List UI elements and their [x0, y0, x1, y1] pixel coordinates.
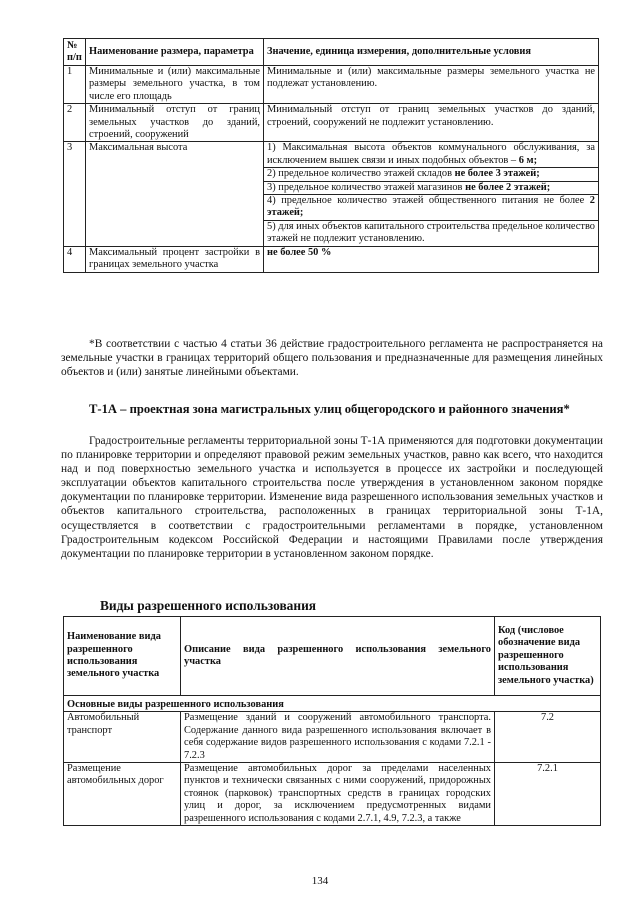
- use-name: Автомобильный транспорт: [64, 712, 181, 763]
- page-number: 134: [311, 875, 329, 887]
- row-number: 3: [64, 142, 86, 246]
- table-row: [64, 763, 601, 826]
- use-description: Размещение зданий и сооружений автомобильного транспорта. Содержание данного вида разрешенного использования включает в себя содержание видов разрешенного использования с кодами 7.2.1 - 7.2.3: [181, 712, 495, 763]
- row-number: 1: [64, 66, 86, 104]
- height-item: 5) для иных объектов капитального строительства предельное количество этажей не подлежит установлению.: [267, 220, 595, 245]
- uses-heading: Виды разрешенного использования: [100, 598, 317, 613]
- header-use-name: Наименование вида разрешенного использования земельного участка: [64, 617, 181, 696]
- row-parameter: Минимальные и (или) максимальные размеры земельного участка, в том числе его площадь: [86, 66, 264, 104]
- row-parameter: Максимальный процент застройки в границах земельного участка: [86, 246, 264, 272]
- row-value: [264, 142, 599, 246]
- row-value: Минимальные и (или) максимальные размеры земельного участка не подлежат установлению.: [264, 66, 599, 104]
- table-row: [64, 142, 599, 246]
- table-row: [64, 66, 599, 104]
- height-item: 2) предельное количество этажей складов не более 3 этажей;: [264, 168, 598, 181]
- row-value: Минимальный отступ от границ земельных участков до зданий, строений, сооружений не подлежит установлению.: [264, 104, 599, 142]
- header-number: № п/п: [64, 39, 86, 66]
- height-item: 4) предельное количество этажей общественного питания не более 2 этажей;: [264, 195, 598, 221]
- height-item: 3) предельное количество этажей магазинов не более 2 этажей;: [264, 182, 598, 195]
- row-number: 4: [64, 246, 86, 272]
- header-value: Значение, единица измерения, дополнительные условия: [264, 39, 599, 66]
- footnote-paragraph: *В соответствии с частью 4 статьи 36 действие градостроительного регламента не распространяется на земельные участки в границах территорий общего пользования и предназначенные для размещения линейных объектов и (или) занятые линейными объектами.: [61, 338, 603, 379]
- table-row: [64, 712, 601, 763]
- header-parameter: Наименование размера, параметра: [86, 39, 264, 66]
- section-title: Основные виды разрешенного использования: [64, 696, 601, 712]
- height-item: 1) Максимальная высота объектов коммунального обслуживания, за исключением вышек связи и иных подобных объектов – 6 м;: [264, 142, 598, 168]
- table-row: [64, 104, 599, 142]
- use-name: Размещение автомобильных дорог: [64, 763, 181, 826]
- table-header-row: [64, 39, 599, 66]
- table-row: [64, 246, 599, 272]
- row-parameter: Максимальная высота: [86, 142, 264, 246]
- header-use-description: Описание вида разрешенного использования земельного участка: [181, 617, 495, 696]
- header-use-code: Код (числовое обозначение вида разрешенного использования земельного участка): [495, 617, 601, 696]
- row-parameter: Минимальный отступ от границ земельных участков до зданий, строений, сооружений: [86, 104, 264, 142]
- use-description: Размещение автомобильных дорог за пределами населенных пунктов и технически связанных с ними сооружений, придорожных стоянок (парковок) транспортных средств в границах городских улиц и дорог, за исключением предусмотренных видами разрешенного использования с кодами 2.7.1, 4.9, 7.2.3, а также: [181, 763, 495, 826]
- section-row: [64, 696, 601, 712]
- row-value: не более 50 %: [264, 246, 599, 272]
- zone-description: Градостроительные регламенты территориальной зоны Т-1А применяются для подготовки документации по планировке территории и определяют правовой режим земельных участков, равно как всего, что находится над и под поверхностью земельного участка и используется в процессе их застройки и последующей эксплуатации объектов капитального строительства после утверждения в установленном законом порядке документации по планировке территории. Изменение вида разрешенного использования земельных участков и объектов капитального строительства, расположенных в границах территориальной зоны Т-1А, осуществляется в соответствии с градостроительными регламентами в порядке, установленном Градостроительным кодексом Российской Федерации и настоящими Правилами после утверждения документации по планировке территории в установленном законом порядке.: [61, 435, 603, 560]
- use-code: 7.2.1: [495, 763, 601, 826]
- parameters-table: [63, 38, 599, 273]
- permitted-uses-table: [63, 616, 601, 826]
- use-code: 7.2: [495, 712, 601, 763]
- zone-heading: Т-1А – проектная зона магистральных улиц общегородского и районного значения*: [89, 402, 570, 416]
- row-number: 2: [64, 104, 86, 142]
- table-header-row: [64, 617, 601, 696]
